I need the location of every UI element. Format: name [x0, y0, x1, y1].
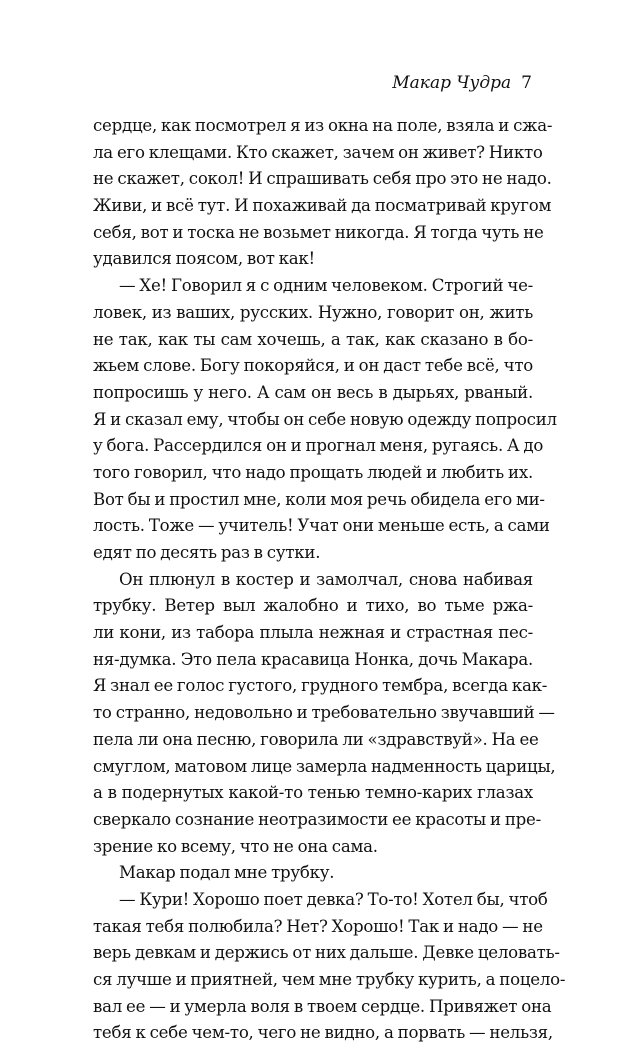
text-line: ловек, из ваших, русских. Нужно, говорит он, жить — [93, 302, 533, 322]
text-line: попросишь у него. А сам он весь в дырьях, рваный. — [93, 382, 533, 402]
text-line: удавился поясом, вот как! — [93, 249, 315, 269]
text-line: не скажет, сокол! И спрашивать себя про это не надо. — [93, 169, 552, 189]
text-line: зрение ко всему, что не она сама. — [93, 836, 378, 856]
paragraph-3 — [93, 567, 556, 861]
text-line: себя, вот и тоска не возьмет никогда. Я тогда чуть не — [93, 222, 544, 242]
text-line: верь девкам и держись от них дальше. Девке целовать- — [93, 943, 560, 963]
text-line: трубку. Ветер выл жалобно и тихо, во тьме ржа- — [93, 596, 533, 616]
page-number: 7 — [521, 73, 532, 93]
text-line: не так, как ты сам хочешь, а так, как сказано в бо- — [93, 329, 533, 349]
text-line: сердце, как посмотрел я из окна на поле, взяла и сжа- — [93, 116, 553, 135]
paragraph-5 — [93, 887, 566, 1047]
text-line: ня-думка. Это пела красавица Нонка, дочь Макара. — [93, 649, 533, 669]
text-line: Живи, и всё тут. И похаживай да посматривай кругом — [93, 196, 552, 216]
text-line: а в подернутых какой-то тенью темно-карих глазах — [93, 783, 533, 803]
running-title: Макар Чудра — [392, 73, 512, 93]
text-line: пела ли она песню, говорила ли «здравствуй». На ее — [93, 729, 539, 749]
text-line: Я и сказал ему, чтобы он себе новую одежду попросил — [93, 409, 557, 429]
text-line: Он плюнул в костер и замолчал, снова набивая — [119, 569, 533, 589]
text-line: едят по десять раз в сутки. — [93, 543, 321, 562]
text-line: ла его клещами. Кто скажет, зачем он живет? Никто — [93, 142, 543, 162]
text-line: вал ее — и умерла воля в твоем сердце. Привяжет она — [93, 996, 552, 1016]
text-line: жьем слове. Богу покоряйся, и он даст тебе всё, что — [93, 356, 533, 376]
text-line: тебя к себе чем-то, чего не видно, а порвать — нельзя, — [93, 1023, 553, 1043]
paragraph-2 — [93, 273, 557, 567]
text-line: ли кони, из табора плыла нежная и страстная пес- — [93, 623, 533, 643]
text-line: у бога. Рассердился он и прогнал меня, ругаясь. А до — [93, 436, 544, 456]
text-line: смуглом, матовом лице замерла надменность царицы, — [93, 756, 556, 776]
text-line: — Кури! Хорошо поет девка? То-то! Хотел бы, чтоб — [119, 889, 548, 909]
paragraph-1 — [93, 113, 553, 273]
text-line: то странно, недовольно и требовательно звучавший — — [93, 703, 555, 723]
body-text — [93, 113, 566, 1047]
paragraph-4 — [93, 860, 533, 887]
running-head — [392, 72, 532, 94]
text-line: лость. Тоже — учитель! Учат они меньше есть, а сами — [93, 516, 550, 536]
text-line: того говорил, что надо прощать людей и любить их. — [93, 462, 533, 482]
text-line: сверкало сознание неотразимости ее красоты и пре- — [93, 809, 541, 829]
text-line: ся лучше и приятней, чем мне трубку курить, а поцело- — [93, 970, 566, 989]
text-line: Вот бы и простил мне, коли моя речь обидела его ми- — [93, 489, 545, 509]
text-line: Макар подал мне трубку. — [119, 863, 335, 883]
text-line: Я знал ее голос густого, грудного тембра, всегда как- — [93, 676, 548, 696]
text-line: такая тебя полюбила? Нет? Хорошо! Так и надо — не — [93, 916, 543, 936]
text-line: — Хе! Говорил я с одним человеком. Строгий че- — [119, 276, 533, 296]
